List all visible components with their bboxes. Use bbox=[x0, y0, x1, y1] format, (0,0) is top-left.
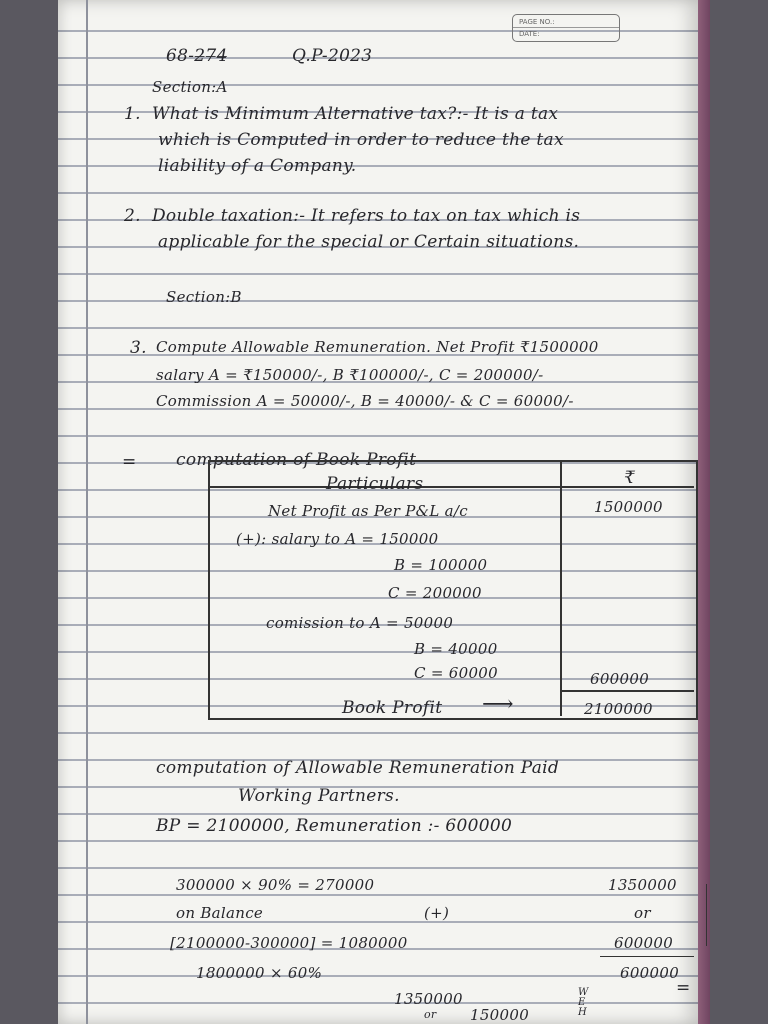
table-subtotal-divider bbox=[560, 690, 694, 692]
page-edge bbox=[698, 0, 710, 1024]
net-profit-label: Net Profit as Per P&L a/c bbox=[268, 502, 468, 520]
book-profit-amount: 2100000 bbox=[584, 700, 653, 718]
commission-c-row: C = 60000 bbox=[414, 664, 498, 682]
right-600000: 600000 bbox=[614, 934, 674, 952]
margin-line bbox=[86, 0, 88, 1024]
book-profit-label: Book Profit bbox=[342, 698, 443, 718]
right-underline bbox=[600, 956, 694, 957]
q2-number: 2. bbox=[124, 206, 141, 226]
header-code: 68-2̶7̶4̶ bbox=[166, 46, 228, 66]
commission-b-row: B = 40000 bbox=[414, 640, 498, 658]
salary-a-row: (+): salary to A = 150000 bbox=[236, 530, 439, 548]
q3-line-2: salary A = ₹150000/-, B ₹100000/-, C = 200000/- bbox=[156, 366, 544, 384]
allowable-subtitle: Working Partners. bbox=[238, 786, 400, 806]
plus-sign: (+) bbox=[424, 904, 450, 922]
allowable-title: computation of Allowable Remuneration Paid bbox=[156, 758, 560, 778]
q1-line-2: which is Computed in order to reduce the tax bbox=[158, 130, 564, 150]
calc-balance: [2100000-300000] = 1080000 bbox=[170, 934, 408, 952]
side-note: W E H bbox=[578, 987, 589, 1018]
header-qp: Q.P-2023 bbox=[292, 46, 373, 66]
table-column-divider bbox=[560, 460, 562, 716]
bottom-or: or bbox=[424, 1008, 437, 1021]
q1-line-3: liability of a Company. bbox=[158, 156, 357, 176]
bottom-value: 150000 bbox=[470, 1006, 530, 1024]
right-or: or bbox=[634, 904, 651, 922]
calc-60-percent: 1800000 × 60% bbox=[196, 964, 323, 982]
date-label: DATE: bbox=[519, 30, 540, 38]
page-box-divider bbox=[513, 27, 619, 28]
answer-dash: = bbox=[122, 452, 137, 472]
commission-a-row: comission to A = 50000 bbox=[266, 614, 454, 632]
section-a-title: Section:A bbox=[152, 78, 228, 96]
section-b-title: Section:B bbox=[166, 288, 242, 306]
right-bracket bbox=[706, 884, 707, 946]
additions-amount: 600000 bbox=[590, 670, 650, 688]
col-particulars-header: Particulars bbox=[326, 474, 424, 494]
q2-line-1: Double taxation:- It refers to tax on tax which is bbox=[152, 206, 581, 226]
net-profit-amount: 1500000 bbox=[594, 498, 663, 516]
q1-line-1: What is Minimum Alternative tax?:- It is a tax bbox=[152, 104, 559, 124]
bottom-total: 1350000 bbox=[394, 990, 463, 1008]
right-equals: = bbox=[676, 978, 691, 998]
right-total-1350000: 1350000 bbox=[608, 876, 677, 894]
calc-first-300000: 300000 × 90% = 270000 bbox=[176, 876, 375, 894]
book-profit-title: computation of Book Profit bbox=[176, 450, 417, 470]
q3-line-3: Commission A = 50000/-, B = 40000/- & C = 60000/- bbox=[156, 392, 574, 410]
right-600000-final: 600000 bbox=[620, 964, 680, 982]
q3-line-1: Compute Allowable Remuneration. Net Profit ₹1500000 bbox=[156, 338, 599, 356]
bp-remuneration-line: BP = 2100000, Remuneration :- 600000 bbox=[156, 816, 513, 836]
salary-c-row: C = 200000 bbox=[388, 584, 482, 602]
table-header-divider bbox=[208, 486, 694, 488]
col-amount-header: ₹ bbox=[624, 468, 636, 488]
q3-number: 3. bbox=[130, 338, 147, 358]
page-date-box bbox=[512, 14, 620, 42]
on-balance-label: on Balance bbox=[176, 904, 264, 922]
q1-number: 1. bbox=[124, 104, 141, 124]
arrow-icon: ⟶ bbox=[482, 692, 514, 717]
q2-line-2: applicable for the special or Certain situations. bbox=[158, 232, 580, 252]
salary-b-row: B = 100000 bbox=[394, 556, 488, 574]
page-no-label: PAGE NO.: bbox=[519, 18, 555, 26]
